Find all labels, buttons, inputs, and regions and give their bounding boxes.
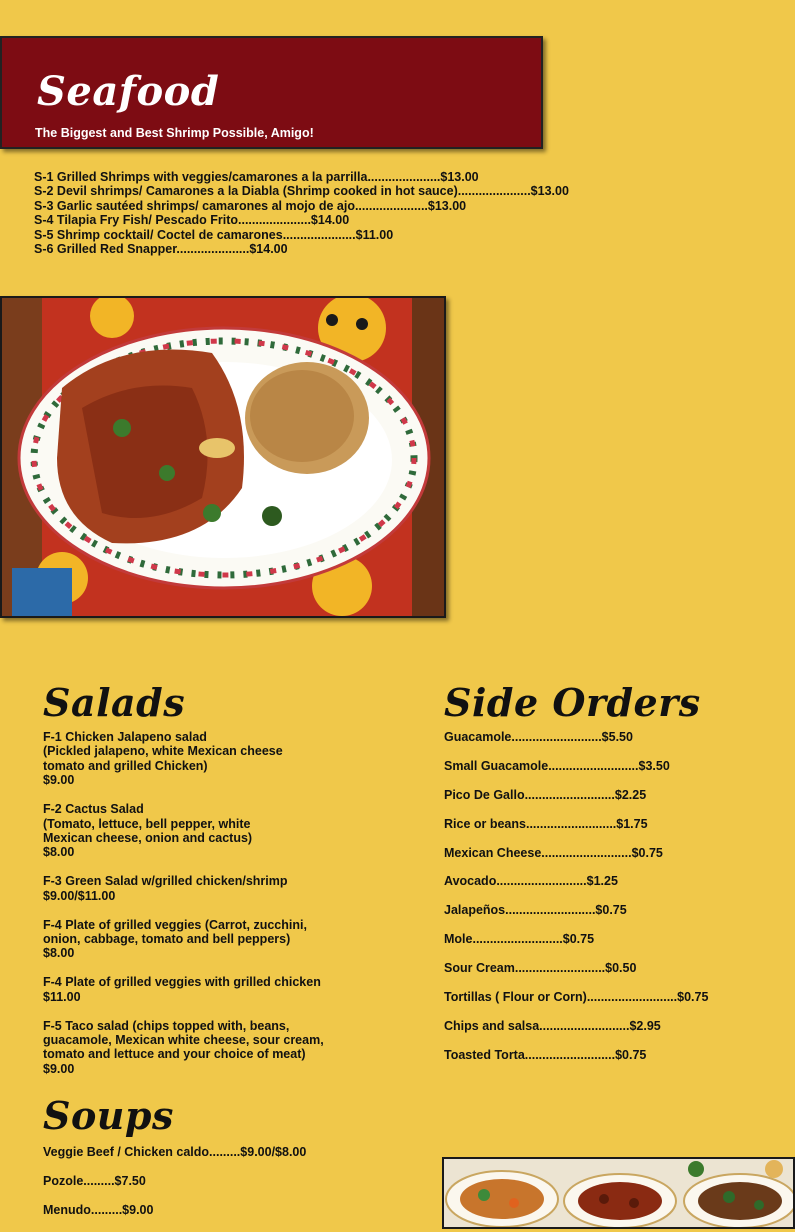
salad-line: Mexican cheese, onion and cactus): [43, 830, 253, 845]
salads-title: Salads: [43, 680, 186, 725]
salad-line: F-1 Chicken Jalapeno salad: [43, 730, 207, 744]
salad-item: [43, 874, 413, 903]
salad-price: $11.00: [43, 989, 81, 1004]
seafood-list: [34, 170, 569, 256]
side-order-item: Avocado..........................$1.25: [444, 874, 618, 889]
seafood-item: S-1 Grilled Shrimps with veggies/camarones a la parrilla.....................$13.00: [34, 170, 479, 184]
seafood-item: S-2 Devil shrimps/ Camarones a la Diabla (Shrimp cooked in hot sauce).....................$13.00: [34, 184, 569, 199]
salad-line: tomato and lettuce and your choice of meat): [43, 1047, 306, 1062]
salad-item: [43, 1019, 413, 1077]
side-order-item: Tortillas ( Flour or Corn)..........................$0.75: [444, 990, 709, 1005]
salad-line: guacamole, Mexican white cheese, sour cream,: [43, 1033, 324, 1047]
side-order-item: Mole..........................$0.75: [444, 932, 595, 947]
soups-list: [43, 1145, 413, 1232]
side-order-item: Small Guacamole..........................$3.50: [444, 758, 670, 773]
side-orders-title: Side Orders: [444, 680, 701, 725]
salad-price: $9.00/$11.00: [43, 888, 116, 903]
seafood-item: S-4 Tilapia Fry Fish/ Pescado Frito.....................$14.00: [34, 213, 350, 228]
seafood-title: Seafood: [37, 68, 220, 115]
seafood-subtitle: The Biggest and Best Shrimp Possible, Amigo!: [35, 126, 314, 140]
side-order-item: Chips and salsa..........................$2.95: [444, 1018, 661, 1033]
salad-price: $9.00: [43, 1061, 75, 1076]
side-order-item: Guacamole..........................$5.50: [444, 730, 633, 744]
seafood-banner: [0, 36, 543, 149]
side-order-item: Toasted Torta..........................$0.75: [444, 1047, 647, 1062]
salad-item: [43, 975, 413, 1004]
soup-item: Pozole.........$7.50: [43, 1174, 146, 1188]
seafood-dish-photo: [0, 296, 446, 618]
side-order-item: Jalapeños..........................$0.75: [444, 903, 627, 918]
salad-item: [43, 802, 413, 860]
salads-list: [43, 730, 413, 1091]
salad-line: onion, cabbage, tomato and bell peppers): [43, 931, 291, 946]
salad-line: F-2 Cactus Salad: [43, 802, 144, 817]
side-orders-list: [444, 730, 774, 1077]
salad-line: F-3 Green Salad w/grilled chicken/shrimp: [43, 874, 288, 889]
salad-price: $8.00: [43, 946, 75, 961]
salad-line: (Pickled jalapeno, white Mexican cheese: [43, 744, 283, 759]
salad-line: F-5 Taco salad (chips topped with, beans,: [43, 1018, 290, 1033]
salad-line: F-4 Plate of grilled veggies (Carrot, zucchini,: [43, 917, 307, 932]
soup-bowls-illustration: [444, 1159, 795, 1229]
soups-photo-strip: [442, 1157, 795, 1229]
salad-price: $9.00: [43, 773, 75, 788]
side-order-item: Sour Cream..........................$0.50: [444, 961, 637, 976]
salad-item: [43, 730, 413, 788]
seafood-item: S-6 Grilled Red Snapper.....................$14.00: [34, 242, 288, 257]
soup-item: Menudo.........$9.00: [43, 1203, 154, 1217]
side-order-item: Pico De Gallo..........................$2.25: [444, 787, 647, 802]
salad-line: (Tomato, lettuce, bell pepper, white: [43, 816, 251, 831]
salad-price: $8.00: [43, 845, 75, 860]
soups-title: Soups: [43, 1093, 174, 1138]
side-order-item: Mexican Cheese..........................$0.75: [444, 845, 663, 860]
salad-line: F-4 Plate of grilled veggies with grilled chicken: [43, 975, 321, 990]
salad-line: tomato and grilled Chicken): [43, 758, 208, 773]
seafood-item: S-3 Garlic sautéed shrimps/ camarones al mojo de ajo.....................$13.00: [34, 198, 467, 213]
salad-item: [43, 918, 413, 961]
seafood-item: S-5 Shrimp cocktail/ Coctel de camarones.....................$11.00: [34, 227, 394, 242]
soup-item: Veggie Beef / Chicken caldo.........$9.00/$8.00: [43, 1145, 307, 1159]
side-order-item: Rice or beans..........................$1.75: [444, 816, 648, 831]
plate-illustration: [2, 298, 446, 618]
